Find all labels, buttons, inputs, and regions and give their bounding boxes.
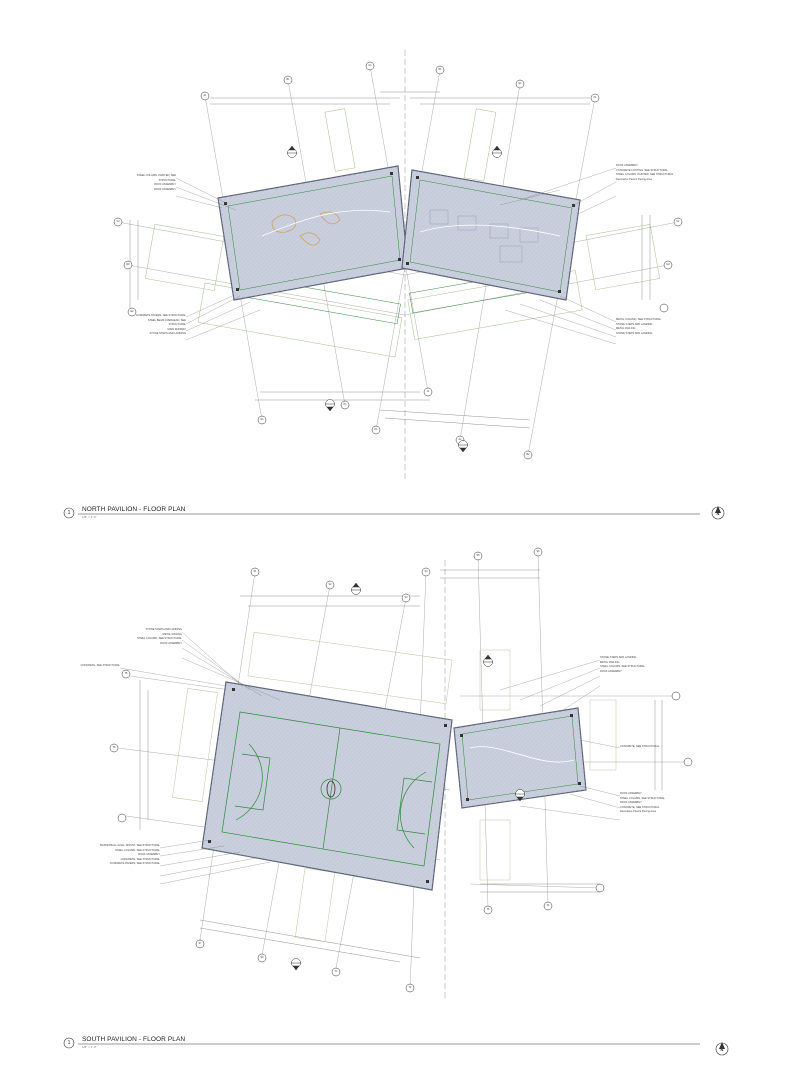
note: STEEL COLUMN, PAINTED, SEE STRUCTURAL [616,173,674,177]
north-roof-right [402,170,580,300]
north-grid-label: A1 [203,94,207,97]
note: STEEL COLUMN, PAINTED, SEE STRUCTURAL [136,174,176,182]
note: CONCRETE, SEE STRUCTURAL [80,664,120,667]
north-plan-scale: 1/8" = 1'-0" [82,515,97,519]
note: ROOF ASSEMBLY [160,641,182,645]
north-grid-label: F1 [593,96,597,99]
north-grid-label: B2 [526,453,530,456]
north-notes-right-lower-block [616,318,686,336]
note: STONE STEPS AND LANDING [145,628,182,631]
note: ROOF ASSEMBLY [620,792,642,795]
note: METAL RAILING [616,327,636,331]
south-notes-left-lower-block [100,844,160,867]
note: Decorative Pavers Paving Area [616,177,652,181]
note: STEEL COLUMN, SEE STRUCTURAL [600,665,645,668]
south-plan-scale: 1/8" = 1'-0" [82,1045,97,1049]
north-grid-label: D2 [126,263,130,266]
south-notes-left-block [126,628,182,646]
note: CONCRETE, SEE STRUCTURAL [620,805,660,809]
north-grid-label: C1 [368,64,372,67]
north-grid-label: D1 [438,68,442,71]
note: STEEL COLUMN, SEE STRUCTURAL [137,637,182,640]
south-grid-label: T3 [486,908,490,911]
note: ROOF ASSEMBLY [154,187,176,191]
note: ROOF ASSEMBLY [154,183,176,186]
north-grid-label: G2 [666,263,670,266]
south-grid-label: S2 [328,583,332,586]
north-drawing-number: 1 [67,509,71,516]
south-notes-right-block [600,656,670,674]
south-pavilion-plan [110,548,692,1000]
note: METAL RAILING [600,660,620,664]
south-north-arrow-label: N [720,1047,724,1052]
south-grid-label: T5 [124,672,128,675]
north-grid-label: G1 [260,418,264,421]
note: ROOF ASSEMBLY [600,669,622,673]
note: STONE STEPS AND LANDING [616,322,653,326]
south-grid-label: S7 [198,942,202,945]
north-arrow-label: N [716,511,720,516]
north-grid-label: B1 [286,78,290,81]
south-grid-label: S8 [260,956,264,959]
note: CONCRETE PAVERS, SEE STRUCTURAL [109,862,160,865]
south-grid-label: T4 [546,904,550,907]
north-grid-label: E2 [130,310,134,313]
note: BASKETBALL GOAL, MOUNT, SEE STRUCTURAL [100,844,160,847]
note: STEEL COLUMN, SEE STRUCTURAL [115,848,160,852]
south-drawing-number: 1 [67,1039,71,1046]
note: Decorative Pavers Paving Area [620,810,656,813]
south-notes-right-mid-block [620,745,680,750]
south-grid-label: S1 [253,570,257,573]
south-grid-label: S6 [536,550,540,553]
north-roof-left [218,166,408,300]
note: METAL RAILING [162,632,182,636]
north-grid-label: A2 [458,438,462,441]
note: CONCRETE FOOTING, SEE STRUCTURAL [616,168,668,172]
north-notes-left-lower-block [130,314,186,337]
north-grid-label: H1 [343,403,347,406]
south-grid-label: T2 [408,986,412,989]
north-grid-label: C2 [116,220,120,223]
note: CONCRETE, SEE STRUCTURAL [120,857,160,861]
north-grid-label: J1 [426,390,430,393]
north-grid-label: K1 [374,428,378,431]
note: CONCRETE, SEE STRUCTURAL [620,745,660,748]
note: STONE STEPS AND LANDING [616,331,653,335]
note: STEEL BEAM OVERHEAD, SEE STRUCTURAL [147,318,186,326]
south-grid-label: S4 [424,570,428,573]
note: STEEL COLUMN, SEE STRUCTURAL [620,796,665,800]
south-plan-title: SOUTH PAVILION - FLOOR PLAN [82,1036,186,1043]
north-notes-right-block [616,164,686,182]
south-roof-left [202,682,452,890]
note: MAIN RUNWAY [167,327,186,331]
south-grid-label: T1 [334,970,338,973]
note: STONE STEPS AND LANDING [149,332,186,335]
south-notes-left-mid-block [80,664,120,669]
south-grid-label: S5 [476,554,480,557]
note: METAL COLUMN, SEE STRUCTURAL [616,318,662,321]
north-notes-left-block [120,174,176,192]
note: ROOF ASSEMBLY [620,801,642,804]
south-grid-label: S3 [404,596,408,599]
north-pavilion-plan [114,50,682,480]
note: ROOF ASSEMBLY [138,853,160,856]
note: STONE STEPS AND LANDING [600,656,637,659]
note: CONCRETE PAVERS, SEE STRUCTURAL [135,314,186,317]
north-grid-label: F2 [676,220,680,223]
north-plan-title: NORTH PAVILION - FLOOR PLAN [82,506,186,513]
north-grid-label: E1 [518,82,522,85]
south-notes-right-lower-block [620,792,680,815]
note: ROOF ASSEMBLY [616,164,638,167]
south-grid-label: T6 [112,746,116,749]
